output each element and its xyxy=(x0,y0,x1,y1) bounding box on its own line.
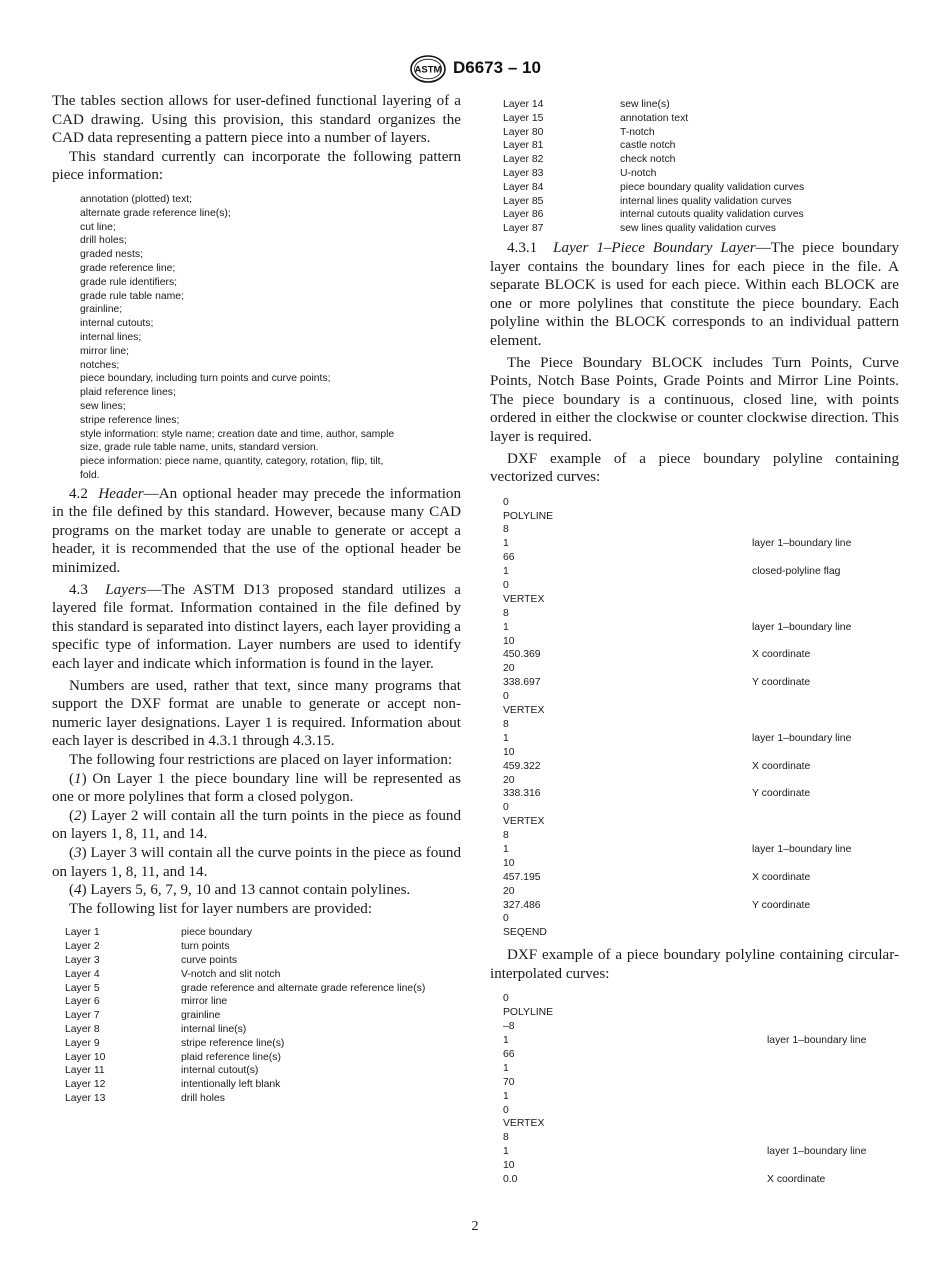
restriction-2: (2) Layer 2 will contain all the turn points in the piece as found on layers 1, 8, 11, and 14. xyxy=(52,807,461,843)
right-column xyxy=(490,98,899,1193)
section-4-3-1-title: Layer 1–Piece Boundary Layer xyxy=(553,239,756,256)
code-line: 70 xyxy=(503,1076,515,1088)
code-line: 0 xyxy=(503,496,509,508)
list-item: annotation (plotted) text; xyxy=(80,193,193,205)
table-row: Layer 2 turn points xyxy=(65,941,230,953)
code-line: 0 xyxy=(503,802,509,814)
list-item: fold. xyxy=(80,469,100,481)
list-item: notches; xyxy=(80,359,120,371)
code-line: 450.369 X coordinate xyxy=(503,649,811,661)
table-row: Layer 13 drill holes xyxy=(65,1092,225,1104)
code-line: 8 xyxy=(503,1132,509,1144)
list-item: piece information: piece name, quantity, category, rotation, flip, tilt, xyxy=(80,456,384,468)
list-item: piece boundary, including turn points and curve points; xyxy=(80,373,331,385)
code-line: –8 xyxy=(503,1021,515,1033)
table-row: Layer 1 piece boundary xyxy=(65,927,253,939)
table-row: Layer 5 grade reference and alternate grade reference line(s) xyxy=(65,982,426,994)
code-line: 1 xyxy=(503,1062,509,1074)
list-item: plaid reference lines; xyxy=(80,387,176,399)
code-line: 1 layer 1–boundary line xyxy=(503,1146,867,1158)
section-4-2: 4.2 Header—An optional header may precede the information in the file defined by this standard. However, because many CAD programs on the market today are unable to generate or accept a header, it is recommended that the use of the optional header be minimized. xyxy=(52,485,461,577)
section-4-3-title: Layers xyxy=(105,581,147,598)
table-row: Layer 7 grainline xyxy=(65,1010,221,1022)
code-line: 1 layer 1–boundary line xyxy=(503,621,852,633)
code-line: 457.195 X coordinate xyxy=(503,871,811,883)
list-item: mirror line; xyxy=(80,345,130,357)
list-item: grade reference line; xyxy=(80,262,176,274)
list-item: grade rule table name; xyxy=(80,290,184,302)
code-line: 1 xyxy=(503,1090,509,1102)
table-row: Layer 83 U-notch xyxy=(503,167,657,179)
table-row: Layer 10 plaid reference line(s) xyxy=(65,1051,281,1063)
code-line: POLYLINE xyxy=(503,1007,554,1019)
code-line: 459.322 X coordinate xyxy=(503,760,811,772)
code-line: VERTEX xyxy=(503,593,545,605)
layer-table-left xyxy=(65,926,461,1105)
table-row: Layer 9 stripe reference line(s) xyxy=(65,1037,285,1049)
list-item: size, grade rule table name, units, standard version. xyxy=(80,442,319,454)
layer-table-right xyxy=(503,98,899,236)
code-line: 0 xyxy=(503,993,509,1005)
code-line: SEQEND xyxy=(503,927,547,939)
dxf-code-example-1 xyxy=(503,496,899,941)
code-line: 1 closed-polyline flag xyxy=(503,566,841,578)
list-item: internal cutouts; xyxy=(80,318,154,330)
section-4-3: 4.3 Layers—The ASTM D13 proposed standard utilizes a layered file format. Information contained in the file defined by this standard is separated into distinct layers, each layer providing a specific type of information. Layer numbers are used to identify each layer and indicate which information is found in the layer. xyxy=(52,581,461,673)
code-line: 66 xyxy=(503,1048,515,1060)
table-row: Layer 11 internal cutout(s) xyxy=(65,1065,259,1077)
block-paragraph: The Piece Boundary BLOCK includes Turn Points, Curve Points, Notch Base Points, Grade Points and Mirror Line Points. The piece boundary is a continuous, closed line, with points ordered in either the clockwise or counter clockwise direction. This layer is required. xyxy=(490,354,899,445)
table-row: Layer 82 check notch xyxy=(503,154,676,166)
pattern-info-list xyxy=(80,193,461,483)
dxf-code-example-2 xyxy=(503,992,899,1186)
code-line: 8 xyxy=(503,830,509,842)
code-line: 0 xyxy=(503,580,509,592)
code-line: 10 xyxy=(503,635,515,647)
table-row: Layer 85 internal lines quality validation curves xyxy=(503,195,792,207)
code-line: VERTEX xyxy=(503,816,545,828)
code-line: 20 xyxy=(503,885,515,897)
dxf-example-2-intro: DXF example of a piece boundary polyline containing circular-interpolated curves: xyxy=(490,947,899,982)
restrictions-intro: The following four restrictions are placed on layer information: xyxy=(69,752,453,769)
list-item: style information: style name; creation date and time, author, sample xyxy=(80,428,395,440)
table-row: Layer 8 internal line(s) xyxy=(65,1023,247,1035)
dxf-example-1-intro: DXF example of a piece boundary polyline containing vectorized curves: xyxy=(490,450,899,486)
code-line: 1 layer 1–boundary line xyxy=(503,538,852,550)
list-item: alternate grade reference line(s); xyxy=(80,207,231,219)
left-column xyxy=(52,92,461,1106)
code-line: 10 xyxy=(503,746,515,758)
code-line: VERTEX xyxy=(503,705,545,717)
code-line: POLYLINE xyxy=(503,510,554,522)
code-line: 0 xyxy=(503,1104,509,1116)
code-line: 1 layer 1–boundary line xyxy=(503,1035,867,1047)
section-4-3-1: 4.3.1 Layer 1–Piece Boundary Layer—The piece boundary layer contains the boundary lines for each piece in the file. A separate BLOCK is used for each piece. Within each BLOCK are one or more polylines that constitute the piece boundary. Each polyline within the BLOCK corresponds to an individual pattern element. xyxy=(490,239,899,349)
list-item: internal lines; xyxy=(80,331,142,343)
code-line: 8 xyxy=(503,607,509,619)
astm-logo-icon xyxy=(408,54,448,84)
page-header xyxy=(0,54,950,86)
code-line: 327.486 Y coordinate xyxy=(503,899,811,911)
document-id: D6673 – 10 xyxy=(453,58,541,77)
code-line: 1 layer 1–boundary line xyxy=(503,732,852,744)
code-line: 0 xyxy=(503,913,509,925)
list-item: cut line; xyxy=(80,221,116,233)
code-line: 1 layer 1–boundary line xyxy=(503,843,852,855)
pattern-info-intro: This standard currently can incorporate the following pattern piece information: xyxy=(52,148,461,184)
tables-section-paragraph: The tables section allows for user-defined functional layering of a CAD drawing. Using this provision, this standard organizes the CAD data representing a pattern piece into a number of layers. xyxy=(52,93,461,147)
layer-list-intro: The following list for layer numbers are provided: xyxy=(69,900,373,917)
list-item: grade rule identifiers; xyxy=(80,276,178,288)
list-item: grainline; xyxy=(80,304,123,316)
table-row: Layer 84 piece boundary quality validation curves xyxy=(503,181,805,193)
table-row: Layer 15 annotation text xyxy=(503,112,689,124)
code-line: 338.697 Y coordinate xyxy=(503,677,811,689)
list-item: sew lines; xyxy=(80,400,126,412)
restriction-4: (4) Layers 5, 6, 7, 9, 10 and 13 cannot contain polylines. xyxy=(69,882,411,899)
code-line: 20 xyxy=(503,774,515,786)
code-line: 8 xyxy=(503,524,509,536)
code-line: 0.0 X coordinate xyxy=(503,1173,826,1185)
code-line: 66 xyxy=(503,552,515,564)
code-line: 8 xyxy=(503,718,509,730)
code-line: 10 xyxy=(503,1160,515,1172)
table-row: Layer 6 mirror line xyxy=(65,996,228,1008)
list-item: graded nests; xyxy=(80,249,143,261)
code-line: 10 xyxy=(503,857,515,869)
page-number: 2 xyxy=(471,1219,479,1234)
code-line: 20 xyxy=(503,663,515,675)
table-row: Layer 80 T-notch xyxy=(503,126,655,138)
section-4-2-title: Header xyxy=(98,485,144,502)
code-line: 0 xyxy=(503,691,509,703)
table-row: Layer 86 internal cutouts quality validation curves xyxy=(503,209,804,221)
table-row: Layer 4 V-notch and slit notch xyxy=(65,968,281,980)
table-row: Layer 14 sew line(s) xyxy=(503,99,670,110)
table-row: Layer 87 sew lines quality validation curves xyxy=(503,223,776,235)
numbers-paragraph: Numbers are used, rather that text, since many programs that support the DXF format are unable to generate or accept non-numeric layer designations. Layer 1 is required. Information about each layer is described in 4.3.1 through 4.3.15. xyxy=(52,677,461,750)
svg-text:ASTM: ASTM xyxy=(414,64,442,76)
table-row: Layer 3 curve points xyxy=(65,954,238,966)
code-line: 338.316 Y coordinate xyxy=(503,788,811,800)
code-line: VERTEX xyxy=(503,1118,545,1130)
restriction-1: (1) On Layer 1 the piece boundary line will be represented as one or more polylines that form a closed polygon. xyxy=(52,770,461,806)
table-row: Layer 12 intentionally left blank xyxy=(65,1079,281,1091)
restriction-3: (3) Layer 3 will contain all the curve points in the piece as found on layers 1, 8, 11, and 14. xyxy=(52,844,461,880)
list-item: drill holes; xyxy=(80,235,127,247)
table-row: Layer 81 castle notch xyxy=(503,140,676,152)
list-item: stripe reference lines; xyxy=(80,414,180,426)
